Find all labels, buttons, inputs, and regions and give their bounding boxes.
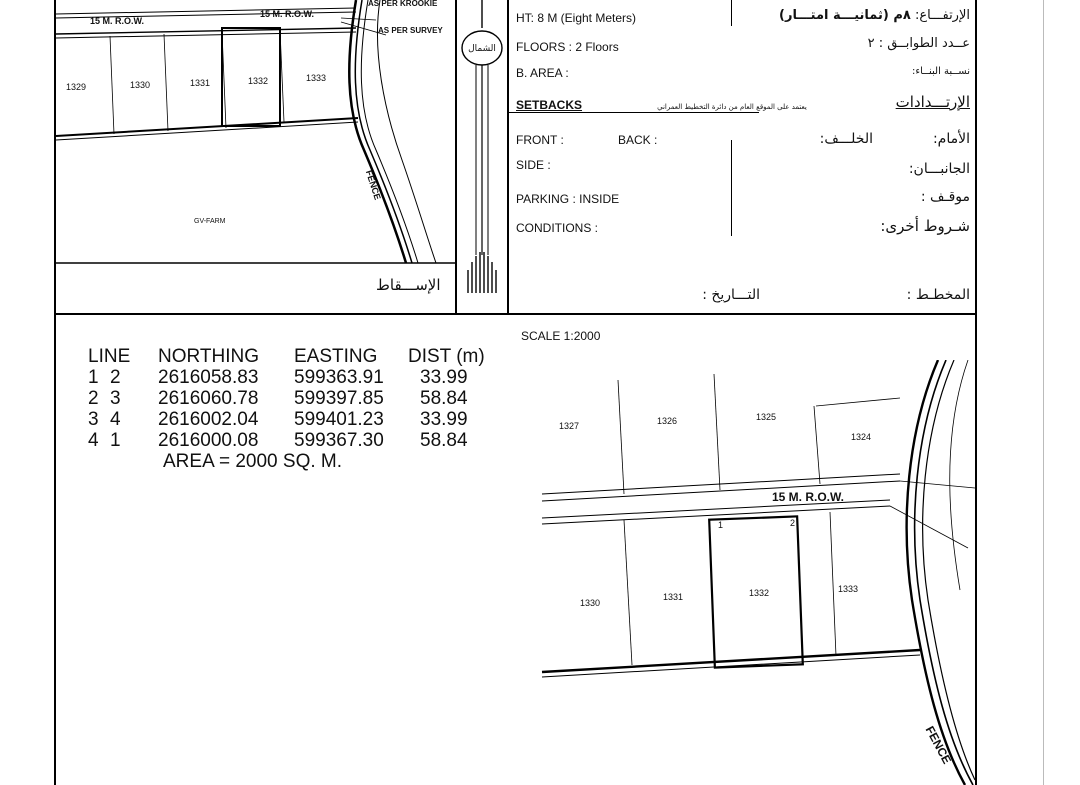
corner-1-label: 1 [718, 520, 724, 530]
cell-northing: 2616002.04 [158, 409, 259, 430]
back-label: BACK : [618, 133, 658, 147]
cell-northing: 2616000.08 [158, 430, 259, 451]
floors-label: FLOORS : 2 Floors [516, 40, 619, 54]
cell-northing: 2616060.78 [158, 388, 259, 409]
cell-dist: 58.84 [420, 388, 468, 409]
parking-label: PARKING : INSIDE [516, 192, 620, 206]
cell-easting: 599367.30 [294, 430, 384, 451]
cell-easting: 599363.91 [294, 367, 384, 388]
info-panel-left-border [507, 0, 509, 313]
cell-dist: 33.99 [420, 367, 468, 388]
cell-easting: 599401.23 [294, 409, 384, 430]
note-krookie: AS PER KROOKIE [368, 0, 438, 8]
front-label: FRONT : [516, 133, 564, 147]
building-area-label: B. AREA : [516, 66, 569, 80]
cell-northing: 2616058.83 [158, 367, 259, 388]
bottom-fence-label: FENCE [922, 723, 955, 767]
cell-easting: 599397.85 [294, 388, 384, 409]
header-dist: DIST (m) [408, 346, 485, 367]
area-value: AREA = 2000 SQ. M. [163, 451, 343, 472]
cell-dist: 33.99 [420, 409, 468, 430]
header-easting: EASTING [294, 346, 378, 367]
setbacks-label: SETBACKS [516, 98, 583, 112]
cell-to: 3 [110, 388, 121, 409]
plot-label: 1325 [756, 412, 777, 422]
side-label-ar: الجانبـــان: [908, 161, 970, 177]
corner-2-label: 2 [790, 518, 796, 528]
page-edge-line [1043, 0, 1044, 785]
date-label-ar: التـــاريخ : [702, 287, 760, 303]
table-row [88, 367, 510, 388]
header-line: LINE [88, 346, 131, 367]
plot-label: 1331 [663, 592, 684, 602]
projection-title: الإســـقاط [376, 276, 441, 294]
table-header-row [88, 346, 510, 367]
bottom-site-map [520, 360, 975, 785]
top-fence-label: FENCE [363, 168, 383, 202]
area-row [88, 451, 510, 472]
note-survey: AS PER SURVEY [378, 26, 443, 35]
plot-label: 1327 [559, 421, 580, 431]
plot-label: 1333 [838, 584, 859, 594]
plot-label: 1330 [580, 598, 601, 608]
cell-from: 4 [88, 430, 99, 451]
back-label-ar: الخلـــف: [819, 131, 873, 147]
plot-label: 1326 [657, 416, 678, 426]
top-road-label-left: 15 M. R.O.W. [90, 16, 145, 26]
setbacks-label-ar: الإرتـــدادات [895, 93, 970, 111]
cell-dist: 58.84 [420, 430, 468, 451]
height-label-ar: الإرتفـــاع: ٨م (ثمانيـــة امتـــار) [779, 8, 970, 23]
parking-label-ar: موقـف : [920, 189, 970, 205]
cell-to: 1 [110, 430, 121, 451]
frame-right-border [975, 0, 977, 785]
side-label: SIDE : [516, 158, 551, 172]
plot-label: 1324 [851, 432, 872, 442]
conditions-label: CONDITIONS : [516, 221, 599, 235]
plot-label: 1332 [248, 76, 269, 86]
info-divider-top [731, 0, 732, 26]
section-divider [54, 313, 977, 315]
header-northing: NORTHING [158, 346, 259, 367]
coordinates-table [88, 346, 510, 472]
height-label: HT: 8 M (Eight Meters) [516, 11, 637, 25]
table-row [88, 430, 510, 451]
farm-label: GV-FARM [194, 218, 226, 225]
top-road-label-right: 15 M. R.O.W. [260, 9, 315, 19]
plot-label: 1333 [306, 73, 327, 83]
planner-label-ar: المخطـط : [906, 287, 970, 303]
scale-label: SCALE 1:2000 [521, 329, 601, 343]
cell-to: 2 [110, 367, 121, 388]
setbacks-note: يعتمد على الموقع العام من دائرة التخطيط العمراني [657, 103, 807, 111]
plot-label: 1330 [130, 80, 151, 90]
plot-label: 1331 [190, 78, 211, 88]
cell-from: 3 [88, 409, 99, 430]
info-divider-mid [731, 140, 732, 236]
front-label-ar: الأمام: [932, 131, 970, 147]
table-row [88, 388, 510, 409]
north-label: الشمال [468, 44, 496, 54]
cell-to: 4 [110, 409, 121, 430]
plot-label: 1332 [749, 588, 770, 598]
table-row [88, 409, 510, 430]
floors-label-ar: عــدد الطوابــق : ٢ [867, 36, 970, 51]
top-site-map [56, 0, 455, 313]
plot-label: 1329 [66, 82, 87, 92]
cell-from: 1 [88, 367, 99, 388]
building-area-label-ar: نســبة البنــاء: [912, 66, 970, 77]
cell-from: 2 [88, 388, 99, 409]
bottom-road-label: 15 M. R.O.W. [772, 490, 845, 504]
conditions-label-ar: شـروط أخرى: [880, 217, 970, 235]
